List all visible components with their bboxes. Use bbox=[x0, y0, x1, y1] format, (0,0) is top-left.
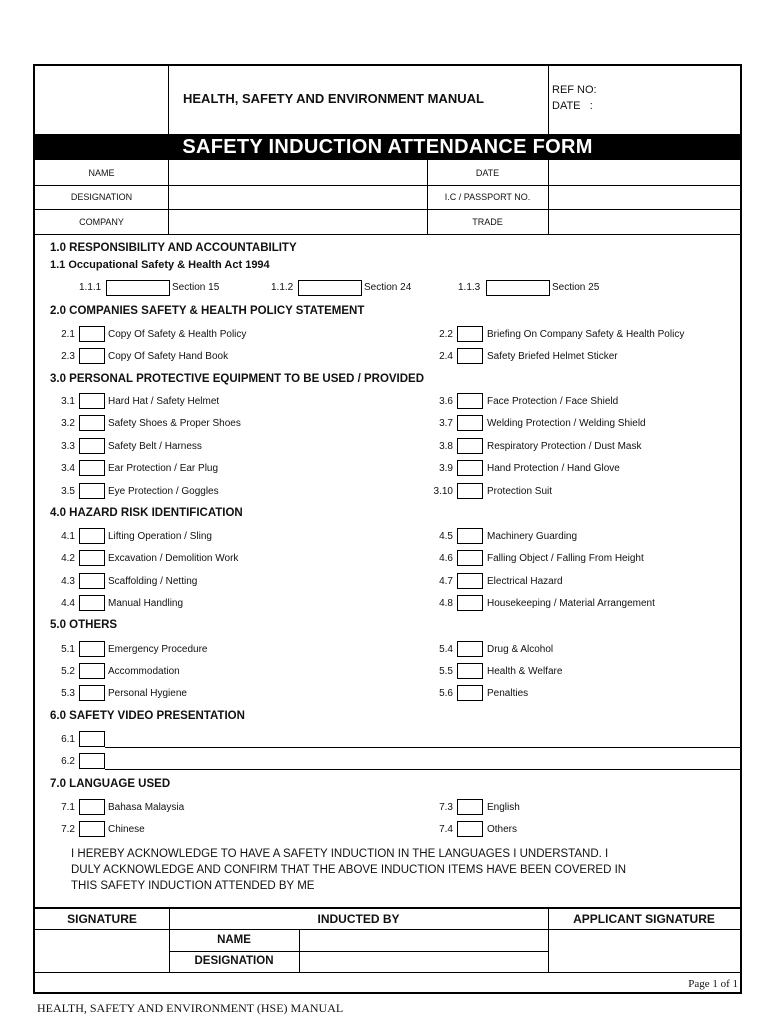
item-3-1-checkbox[interactable] bbox=[79, 393, 105, 409]
item-4-8-number: 4.8 bbox=[439, 598, 453, 609]
item-4-2-number: 4.2 bbox=[61, 553, 75, 564]
header-divider-left bbox=[168, 66, 169, 134]
item-3-3-number: 3.3 bbox=[61, 441, 75, 452]
item-4-4-number: 4.4 bbox=[61, 598, 75, 609]
item-4-7-checkbox[interactable] bbox=[457, 573, 483, 589]
item-6-2-number: 6.2 bbox=[61, 756, 75, 767]
company-field[interactable] bbox=[169, 210, 427, 234]
company-label: COMPANY bbox=[79, 217, 124, 227]
section-1-subheading: 1.1 Occupational Safety & Health Act 1994 bbox=[50, 259, 270, 271]
item-1-1-1-checkbox[interactable] bbox=[106, 280, 170, 296]
inducted-by-label: INDUCTED BY bbox=[317, 912, 400, 926]
item-2-3-label: Copy Of Safety Hand Book bbox=[108, 351, 229, 362]
item-7-1-checkbox[interactable] bbox=[79, 799, 105, 815]
item-3-5-number: 3.5 bbox=[61, 486, 75, 497]
item-4-5-label: Machinery Guarding bbox=[487, 531, 578, 542]
item-3-9-number: 3.9 bbox=[439, 463, 453, 474]
item-7-2-number: 7.2 bbox=[61, 824, 75, 835]
designation-label: DESIGNATION bbox=[70, 192, 133, 202]
item-5-5-label: Health & Welfare bbox=[487, 666, 563, 677]
designation-field[interactable] bbox=[169, 186, 427, 209]
inducted-by-designation-label: DESIGNATION bbox=[194, 955, 274, 967]
date-label-header: DATE : bbox=[552, 100, 593, 112]
item-5-3-number: 5.3 bbox=[61, 688, 75, 699]
item-4-6-checkbox[interactable] bbox=[457, 550, 483, 566]
item-3-2-label: Safety Shoes & Proper Shoes bbox=[108, 418, 241, 429]
item-4-4-checkbox[interactable] bbox=[79, 595, 105, 611]
item-4-1-number: 4.1 bbox=[61, 531, 75, 542]
item-3-3-label: Safety Belt / Harness bbox=[108, 441, 202, 452]
item-5-4-number: 5.4 bbox=[439, 644, 453, 655]
date-field[interactable] bbox=[549, 161, 740, 185]
section-3-heading: 3.0 PERSONAL PROTECTIVE EQUIPMENT TO BE USED / PROVIDED bbox=[50, 373, 425, 385]
item-1-1-3-label: Section 25 bbox=[552, 282, 600, 293]
section-6-heading: 6.0 SAFETY VIDEO PRESENTATION bbox=[50, 710, 245, 722]
trade-label: TRADE bbox=[472, 217, 503, 227]
item-7-2-label: Chinese bbox=[108, 824, 145, 835]
item-5-6-label: Penalties bbox=[487, 688, 529, 699]
item-3-5-checkbox[interactable] bbox=[79, 483, 105, 499]
item-7-3-number: 7.3 bbox=[439, 802, 453, 813]
item-1-1-1-number: 1.1.1 bbox=[79, 282, 102, 293]
item-4-2-label: Excavation / Demolition Work bbox=[108, 553, 239, 564]
item-3-9-checkbox[interactable] bbox=[457, 460, 483, 476]
item-2-1-checkbox[interactable] bbox=[79, 326, 105, 342]
item-4-4-label: Manual Handling bbox=[108, 598, 184, 609]
item-2-2-label: Briefing On Company Safety & Health Policy bbox=[487, 329, 685, 340]
item-5-1-checkbox[interactable] bbox=[79, 641, 105, 657]
item-4-3-label: Scaffolding / Netting bbox=[108, 576, 198, 587]
item-6-1-line bbox=[105, 747, 740, 748]
item-4-3-checkbox[interactable] bbox=[79, 573, 105, 589]
item-3-4-label: Ear Protection / Ear Plug bbox=[108, 463, 219, 474]
item-4-8-checkbox[interactable] bbox=[457, 595, 483, 611]
item-5-1-number: 5.1 bbox=[61, 644, 75, 655]
item-2-1-number: 2.1 bbox=[61, 329, 75, 340]
item-7-3-label: English bbox=[487, 802, 520, 813]
item-5-4-label: Drug & Alcohol bbox=[487, 644, 554, 655]
item-3-8-label: Respiratory Protection / Dust Mask bbox=[487, 441, 642, 452]
safety-induction-form bbox=[33, 64, 742, 994]
item-3-4-checkbox[interactable] bbox=[79, 460, 105, 476]
item-3-6-checkbox[interactable] bbox=[457, 393, 483, 409]
declaration-line-1: I HEREBY ACKNOWLEDGE TO HAVE A SAFETY INDUCTION IN THE LANGUAGES I UNDERSTAND. I bbox=[71, 848, 609, 860]
form-title: SAFETY INDUCTION ATTENDANCE FORM bbox=[35, 134, 740, 160]
manual-title: HEALTH, SAFETY AND ENVIRONMENT MANUAL bbox=[183, 91, 484, 106]
item-2-4-checkbox[interactable] bbox=[457, 348, 483, 364]
inducted-by-designation-field[interactable] bbox=[300, 952, 548, 972]
section-1-heading: 1.0 RESPONSIBILITY AND ACCOUNTABILITY bbox=[50, 242, 297, 254]
item-5-2-checkbox[interactable] bbox=[79, 663, 105, 679]
item-7-3-checkbox[interactable] bbox=[457, 799, 483, 815]
item-5-2-label: Accommodation bbox=[108, 666, 180, 677]
header-divider-right bbox=[548, 66, 549, 134]
item-3-10-checkbox[interactable] bbox=[457, 483, 483, 499]
inducted-by-name-label: NAME bbox=[217, 934, 251, 946]
item-3-5-label: Eye Protection / Goggles bbox=[108, 486, 219, 497]
declaration-line-2: DULY ACKNOWLEDGE AND CONFIRM THAT THE ABOVE INDUCTION ITEMS HAVE BEEN COVERED IN bbox=[71, 864, 627, 876]
ic-passport-label: I.C / PASSPORT NO. bbox=[444, 192, 531, 202]
item-2-3-number: 2.3 bbox=[61, 351, 75, 362]
item-4-8-label: Housekeeping / Material Arrangement bbox=[487, 598, 655, 609]
item-3-7-checkbox[interactable] bbox=[457, 415, 483, 431]
item-4-3-number: 4.3 bbox=[61, 576, 75, 587]
item-1-1-3-number: 1.1.3 bbox=[458, 282, 481, 293]
declaration-line-3: THIS SAFETY INDUCTION ATTENDED BY ME bbox=[71, 880, 315, 892]
item-3-2-checkbox[interactable] bbox=[79, 415, 105, 431]
item-5-4-checkbox[interactable] bbox=[457, 641, 483, 657]
item-5-5-number: 5.5 bbox=[439, 666, 453, 677]
item-4-7-number: 4.7 bbox=[439, 576, 453, 587]
signature-top-line bbox=[35, 907, 740, 909]
item-3-10-number: 3.10 bbox=[433, 486, 453, 497]
item-4-7-label: Electrical Hazard bbox=[487, 576, 563, 587]
item-4-1-checkbox[interactable] bbox=[79, 528, 105, 544]
item-3-1-number: 3.1 bbox=[61, 396, 75, 407]
item-2-1-label: Copy Of Safety & Health Policy bbox=[108, 329, 247, 340]
item-3-7-label: Welding Protection / Welding Shield bbox=[487, 418, 646, 429]
item-4-6-label: Falling Object / Falling From Height bbox=[487, 553, 644, 564]
item-3-8-number: 3.8 bbox=[439, 441, 453, 452]
item-5-1-label: Emergency Procedure bbox=[108, 644, 208, 655]
item-7-1-label: Bahasa Malaysia bbox=[108, 802, 185, 813]
applicant-signature-field[interactable] bbox=[549, 930, 740, 971]
name-field[interactable] bbox=[169, 161, 427, 185]
item-3-4-number: 3.4 bbox=[61, 463, 75, 474]
item-7-1-number: 7.1 bbox=[61, 802, 75, 813]
section-2-heading: 2.0 COMPANIES SAFETY & HEALTH POLICY STATEMENT bbox=[50, 305, 365, 317]
applicant-signature-label: APPLICANT SIGNATURE bbox=[573, 912, 715, 926]
signature-field[interactable] bbox=[36, 930, 168, 971]
item-6-2-checkbox[interactable] bbox=[79, 753, 105, 769]
inducted-by-name-field[interactable] bbox=[300, 930, 548, 951]
signature-bottom-line bbox=[35, 972, 740, 973]
item-7-4-checkbox[interactable] bbox=[457, 821, 483, 837]
item-7-4-number: 7.4 bbox=[439, 824, 453, 835]
item-1-1-2-checkbox[interactable] bbox=[298, 280, 362, 296]
item-3-7-number: 3.7 bbox=[439, 418, 453, 429]
item-2-2-number: 2.2 bbox=[439, 329, 453, 340]
item-7-4-label: Others bbox=[487, 824, 518, 835]
item-6-1-number: 6.1 bbox=[61, 734, 75, 745]
item-1-1-1-label: Section 15 bbox=[172, 282, 220, 293]
item-4-5-number: 4.5 bbox=[439, 531, 453, 542]
item-1-1-3-checkbox[interactable] bbox=[486, 280, 550, 296]
item-5-3-checkbox[interactable] bbox=[79, 685, 105, 701]
info-row-line-3 bbox=[35, 234, 740, 235]
item-5-3-label: Personal Hygiene bbox=[108, 688, 187, 699]
item-5-5-checkbox[interactable] bbox=[457, 663, 483, 679]
item-3-8-checkbox[interactable] bbox=[457, 438, 483, 454]
item-4-1-label: Lifting Operation / Sling bbox=[108, 531, 212, 542]
item-6-1-checkbox[interactable] bbox=[79, 731, 105, 747]
item-3-3-checkbox[interactable] bbox=[79, 438, 105, 454]
item-1-1-2-label: Section 24 bbox=[364, 282, 412, 293]
item-4-5-checkbox[interactable] bbox=[457, 528, 483, 544]
item-5-6-checkbox[interactable] bbox=[457, 685, 483, 701]
section-7-heading: 7.0 LANGUAGE USED bbox=[50, 778, 171, 790]
item-3-10-label: Protection Suit bbox=[487, 486, 553, 497]
item-7-2-checkbox[interactable] bbox=[79, 821, 105, 837]
item-2-4-label: Safety Briefed Helmet Sticker bbox=[487, 351, 618, 362]
footer-manual-title: HEALTH, SAFETY AND ENVIRONMENT (HSE) MANUAL bbox=[37, 1001, 344, 1015]
item-1-1-2-number: 1.1.2 bbox=[271, 282, 294, 293]
section-5-heading: 5.0 OTHERS bbox=[50, 619, 118, 631]
item-3-2-number: 3.2 bbox=[61, 418, 75, 429]
item-3-9-label: Hand Protection / Hand Glove bbox=[487, 463, 620, 474]
signature-label: SIGNATURE bbox=[67, 912, 137, 926]
item-3-1-label: Hard Hat / Safety Helmet bbox=[108, 396, 220, 407]
section-4-heading: 4.0 HAZARD RISK IDENTIFICATION bbox=[50, 507, 243, 519]
item-2-4-number: 2.4 bbox=[439, 351, 453, 362]
item-3-6-label: Face Protection / Face Shield bbox=[487, 396, 619, 407]
trade-field[interactable] bbox=[549, 210, 740, 234]
item-6-2-line bbox=[105, 769, 740, 770]
item-2-2-checkbox[interactable] bbox=[457, 326, 483, 342]
item-2-3-checkbox[interactable] bbox=[79, 348, 105, 364]
item-4-6-number: 4.6 bbox=[439, 553, 453, 564]
ic-passport-field[interactable] bbox=[549, 186, 740, 209]
ref-no-label: REF NO: bbox=[552, 84, 597, 96]
item-3-6-number: 3.6 bbox=[439, 396, 453, 407]
item-5-6-number: 5.6 bbox=[439, 688, 453, 699]
date-label: DATE bbox=[475, 168, 500, 178]
page-number: Page 1 of 1 bbox=[688, 978, 738, 990]
item-4-2-checkbox[interactable] bbox=[79, 550, 105, 566]
item-5-2-number: 5.2 bbox=[61, 666, 75, 677]
declaration-text bbox=[71, 846, 626, 894]
name-label: NAME bbox=[88, 168, 115, 178]
